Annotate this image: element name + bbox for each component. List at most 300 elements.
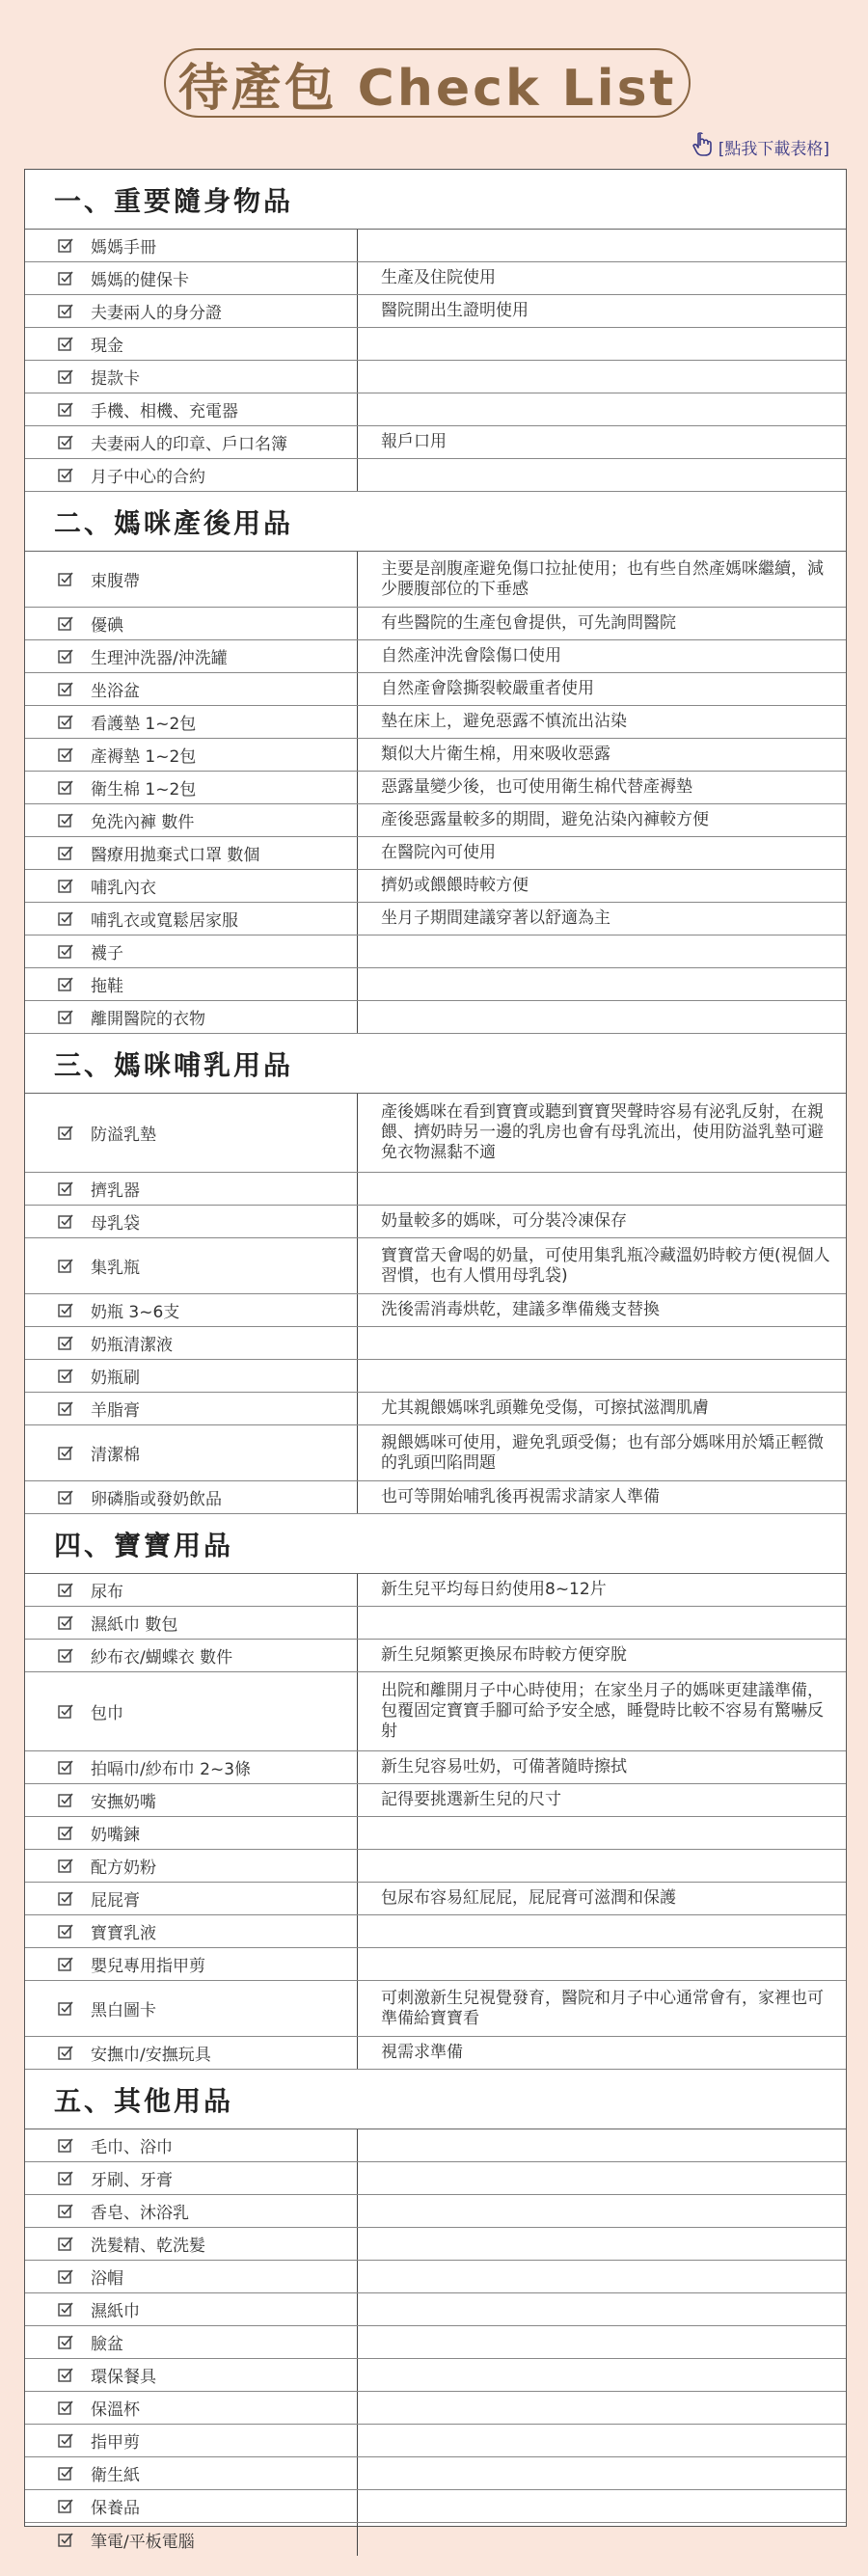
page-title [164, 48, 691, 118]
checkbox-checked-icon[interactable] [58, 1703, 74, 1720]
item-cell [25, 1672, 358, 1750]
item-cell [25, 2359, 358, 2391]
item-cell [25, 2261, 358, 2292]
note-cell [358, 935, 846, 967]
checkbox-checked-icon[interactable] [58, 1614, 74, 1631]
item-cell [25, 870, 358, 902]
item-label: 現金 [91, 337, 123, 356]
checklist-row [25, 1425, 846, 1481]
item-label: 奶瓶清潔液 [91, 1336, 173, 1355]
checkbox-checked-icon[interactable] [58, 1125, 74, 1141]
checklist-row [25, 426, 846, 459]
checkbox-checked-icon[interactable] [58, 1213, 74, 1230]
item-label: 卵磷脂或發奶飲品 [91, 1490, 222, 1509]
item-label: 環保餐具 [91, 2368, 156, 2387]
section-heading: 三、媽咪哺乳用品 [25, 1034, 846, 1094]
checkbox-checked-icon[interactable] [58, 1792, 74, 1808]
item-cell [25, 968, 358, 1000]
checkbox-checked-icon[interactable] [58, 878, 74, 894]
note-cell: 親餵媽咪可使用，避免乳頭受傷；也有部分媽咪用於矯正輕微的乳頭凹陷問題 [381, 1432, 824, 1473]
checkbox-checked-icon[interactable] [58, 467, 74, 483]
checkbox-checked-icon[interactable] [58, 2170, 74, 2186]
checklist-row [25, 1751, 846, 1784]
note-cell: 醫院開出生證明使用 [381, 301, 529, 320]
checkbox-checked-icon[interactable] [58, 2400, 74, 2416]
checklist-row [25, 2523, 846, 2556]
note-cell [358, 230, 846, 261]
item-cell [25, 2392, 358, 2424]
item-label: 保溫杯 [91, 2400, 140, 2420]
checklist-row [25, 1817, 846, 1850]
item-label: 紗布衣/蝴蝶衣 數件 [91, 1648, 233, 1668]
item-label: 衛生棉 1~2包 [91, 780, 197, 800]
checkbox-checked-icon[interactable] [58, 2432, 74, 2449]
checkbox-checked-icon[interactable] [58, 1368, 74, 1384]
checklist-row [25, 459, 846, 492]
checklist-row [25, 2037, 846, 2070]
note-cell: 洗後需消毒烘乾，建議多準備幾支替換 [381, 1300, 660, 1319]
hand-pointer-icon [692, 132, 715, 162]
checkbox-checked-icon[interactable] [58, 1647, 74, 1664]
item-cell [25, 426, 358, 458]
note-cell: 出院和離開月子中心時使用；在家坐月子的媽咪更建議準備，包覆固定寶寶手腳可給予安全感，睡覺時比較不容易有驚嚇反射 [381, 1681, 824, 1741]
checkbox-checked-icon[interactable] [58, 2045, 74, 2061]
download-label[interactable]: [點我下載表格] [718, 140, 829, 159]
checkbox-checked-icon[interactable] [58, 1009, 74, 1025]
checkbox-checked-icon[interactable] [58, 746, 74, 763]
note-cell [358, 2195, 846, 2227]
item-label: 奶嘴鍊 [91, 1826, 140, 1845]
item-cell [25, 608, 358, 639]
item-cell [25, 1607, 358, 1639]
item-cell [25, 640, 358, 672]
checkbox-checked-icon[interactable] [58, 2498, 74, 2514]
checklist-row [25, 1481, 846, 1514]
note-cell: 也可等開始哺乳後再視需求請家人準備 [381, 1487, 660, 1506]
item-cell [25, 2162, 358, 2194]
checklist-row [25, 1001, 846, 1034]
note-cell: 記得要挑選新生兒的尺寸 [381, 1790, 561, 1809]
checklist-row [25, 2261, 846, 2293]
item-label: 牙刷、牙膏 [91, 2171, 173, 2190]
note-cell: 新生兒平均每日約使用8~12片 [381, 1580, 607, 1599]
item-cell [25, 1850, 358, 1882]
note-cell [358, 1850, 846, 1882]
item-label: 臉盆 [91, 2335, 123, 2354]
item-cell [25, 935, 358, 967]
checkbox-checked-icon[interactable] [58, 681, 74, 697]
checklist-row [25, 1238, 846, 1294]
note-cell [358, 361, 846, 393]
note-cell [358, 2326, 846, 2358]
checklist-row [25, 2293, 846, 2326]
item-cell [25, 2326, 358, 2358]
item-label: 擠乳器 [91, 1181, 140, 1201]
checklist-row [25, 935, 846, 968]
item-cell [25, 837, 358, 869]
item-cell [25, 1001, 358, 1033]
item-cell [25, 2228, 358, 2260]
note-cell [358, 1173, 846, 1205]
item-cell [25, 1206, 358, 1237]
checkbox-checked-icon[interactable] [58, 434, 74, 450]
checkbox-checked-icon[interactable] [58, 2268, 74, 2285]
item-label: 坐浴盆 [91, 682, 140, 701]
item-cell [25, 1327, 358, 1359]
note-cell [358, 2293, 846, 2325]
item-label: 浴帽 [91, 2269, 123, 2289]
item-label: 奶瓶 3~6支 [91, 1303, 180, 1322]
note-cell: 新生兒頻繁更換尿布時較方便穿脫 [381, 1645, 627, 1665]
checklist-row [25, 2129, 846, 2162]
note-cell: 有些醫院的生產包會提供，可先詢問醫院 [381, 613, 676, 633]
note-cell [358, 1360, 846, 1392]
checklist-row [25, 1883, 846, 1915]
note-cell [358, 2392, 846, 2424]
note-cell: 自然產沖洗會陰傷口使用 [381, 646, 561, 665]
item-cell [25, 552, 358, 607]
item-label: 屁屁膏 [91, 1891, 140, 1911]
checklist-row [25, 706, 846, 739]
item-cell [25, 1481, 358, 1513]
item-label: 防溢乳墊 [91, 1125, 156, 1145]
checkbox-checked-icon[interactable] [58, 779, 74, 796]
checklist-row [25, 1294, 846, 1327]
checkbox-checked-icon[interactable] [58, 845, 74, 861]
checkbox-checked-icon[interactable] [58, 1258, 74, 1274]
item-cell [25, 1640, 358, 1671]
note-cell: 類似大片衛生棉，用來吸收惡露 [381, 745, 610, 764]
checklist-row [25, 903, 846, 935]
note-cell [358, 328, 846, 360]
item-label: 產褥墊 1~2包 [91, 747, 197, 767]
checkbox-checked-icon[interactable] [58, 1445, 74, 1461]
item-cell [25, 393, 358, 425]
checkbox-checked-icon[interactable] [58, 1400, 74, 1417]
item-cell [25, 295, 358, 327]
note-cell [358, 2523, 846, 2556]
section-heading: 四、寶寶用品 [25, 1514, 846, 1574]
item-label: 配方奶粉 [91, 1858, 156, 1878]
checkbox-checked-icon[interactable] [58, 1489, 74, 1505]
item-cell [25, 361, 358, 393]
item-label: 優碘 [91, 616, 123, 636]
note-cell [358, 1915, 846, 1947]
item-cell [25, 1981, 358, 2036]
checklist-row [25, 608, 846, 640]
checklist-row [25, 2490, 846, 2523]
item-label: 清潔棉 [91, 1446, 140, 1465]
checklist-row [25, 2457, 846, 2490]
note-cell: 擠奶或餵餵時較方便 [381, 876, 529, 895]
item-label: 束腹帶 [91, 572, 140, 591]
item-label: 襪子 [91, 944, 123, 963]
item-cell [25, 1173, 358, 1205]
item-cell [25, 2490, 358, 2522]
item-label: 洗髮精、乾洗髮 [91, 2237, 205, 2256]
checklist-row [25, 2228, 846, 2261]
item-cell [25, 2523, 358, 2556]
checklist-row [25, 1784, 846, 1817]
item-cell [25, 1238, 358, 1293]
note-cell [358, 1001, 846, 1033]
note-cell: 奶量較多的媽咪，可分裝冷凍保存 [381, 1211, 627, 1231]
item-cell [25, 1784, 358, 1816]
checklist-row [25, 1607, 846, 1640]
checklist-row [25, 2162, 846, 2195]
item-label: 月子中心的合約 [91, 468, 205, 487]
checklist-row [25, 2195, 846, 2228]
checklist-row [25, 739, 846, 772]
note-cell [358, 2425, 846, 2456]
item-label: 香皂、沐浴乳 [91, 2204, 189, 2223]
checklist-row [25, 1981, 846, 2037]
item-label: 提款卡 [91, 369, 140, 389]
item-cell [25, 1751, 358, 1783]
item-cell [25, 1574, 358, 1606]
item-cell [25, 2425, 358, 2456]
checklist-row [25, 230, 846, 262]
item-label: 奶瓶刷 [91, 1369, 140, 1388]
note-cell: 惡露量變少後，也可使用衛生棉代替產褥墊 [381, 777, 692, 797]
note-cell: 報戶口用 [381, 432, 447, 451]
checklist-row [25, 673, 846, 706]
item-label: 衛生紙 [91, 2466, 140, 2485]
item-label: 濕紙巾 [91, 2302, 140, 2321]
checklist-row [25, 1948, 846, 1981]
item-label: 哺乳內衣 [91, 879, 156, 898]
checklist-row [25, 1327, 846, 1360]
item-label: 哺乳衣或寬鬆居家服 [91, 911, 238, 931]
item-label: 醫療用拋棄式口罩 數個 [91, 846, 260, 865]
checkbox-checked-icon[interactable] [58, 2367, 74, 2383]
note-cell: 新生兒容易吐奶，可備著隨時擦拭 [381, 1757, 627, 1776]
item-cell [25, 706, 358, 738]
item-label: 安撫奶嘴 [91, 1793, 156, 1812]
checkbox-checked-icon[interactable] [58, 2236, 74, 2252]
item-label: 濕紙巾 數包 [91, 1615, 178, 1635]
item-label: 黑白圖卡 [91, 2001, 156, 2020]
checkbox-checked-icon[interactable] [58, 2203, 74, 2219]
checklist-row [25, 1360, 846, 1393]
note-cell [358, 1327, 846, 1359]
checkbox-checked-icon[interactable] [58, 910, 74, 927]
note-cell [358, 2162, 846, 2194]
checkbox-checked-icon[interactable] [58, 2465, 74, 2481]
checklist-row [25, 1850, 846, 1883]
section-heading: 一、重要隨身物品 [25, 170, 846, 230]
item-label: 夫妻兩人的印章、戶口名簿 [91, 435, 287, 454]
item-cell [25, 903, 358, 935]
item-cell [25, 1094, 358, 1172]
item-label: 媽媽的健保卡 [91, 271, 189, 290]
item-label: 拖鞋 [91, 977, 123, 996]
item-label: 集乳瓶 [91, 1259, 140, 1278]
item-cell [25, 459, 358, 491]
checkbox-checked-icon[interactable] [58, 812, 74, 828]
note-cell [358, 1607, 846, 1639]
checkbox-checked-icon[interactable] [58, 2137, 74, 2154]
item-cell [25, 739, 358, 771]
checklist-table [24, 169, 847, 2552]
checkbox-checked-icon[interactable] [58, 943, 74, 960]
checklist-row [25, 640, 846, 673]
note-cell: 產後惡露量較多的期間，避免沾染內褲較方便 [381, 810, 709, 829]
note-cell: 主要是剖腹產避免傷口拉扯使用；也有些自然產媽咪繼續，減少腰腹部位的下垂感 [381, 558, 824, 599]
item-label: 寶寶乳液 [91, 1924, 156, 1943]
item-cell [25, 804, 358, 836]
item-label: 免洗內褲 數件 [91, 813, 195, 832]
item-cell [25, 1393, 358, 1424]
checkbox-checked-icon[interactable] [58, 714, 74, 730]
checklist-row [25, 328, 846, 361]
checkbox-checked-icon[interactable] [58, 648, 74, 664]
item-label: 筆電/平板電腦 [91, 2532, 195, 2552]
item-cell [25, 2195, 358, 2227]
item-cell [25, 772, 358, 803]
item-label: 包巾 [91, 1704, 123, 1723]
checklist-row [25, 1574, 846, 1607]
item-label: 生理沖洗器/沖洗罐 [91, 649, 228, 668]
item-label: 母乳袋 [91, 1214, 140, 1234]
checklist-row [25, 361, 846, 393]
note-cell [358, 2261, 846, 2292]
item-cell [25, 1817, 358, 1849]
note-cell: 視需求準備 [381, 2043, 463, 2062]
note-cell: 產後媽咪在看到寶寶或聽到寶寶哭聲時容易有泌乳反射，在親餵、擠奶時另一邊的乳房也會有母乳流出，使用防溢乳墊可避免衣物濕黏不適 [381, 1102, 824, 1162]
checklist-row [25, 393, 846, 426]
note-cell [358, 2228, 846, 2260]
note-cell: 包尿布容易紅屁屁，屁屁膏可滋潤和保護 [381, 1888, 676, 1908]
checklist-row [25, 1915, 846, 1948]
note-cell [358, 2129, 846, 2161]
section-heading: 五、其他用品 [25, 2070, 846, 2129]
checkbox-checked-icon[interactable] [58, 2301, 74, 2318]
item-cell [25, 1294, 358, 1326]
note-cell: 可刺激新生兒視覺發育，醫院和月子中心通常會有，家裡也可準備給寶寶看 [381, 1988, 824, 2028]
checkbox-checked-icon[interactable] [58, 401, 74, 418]
checkbox-checked-icon[interactable] [58, 1759, 74, 1776]
item-label: 保養品 [91, 2499, 140, 2518]
item-cell [25, 2129, 358, 2161]
note-cell: 生產及住院使用 [381, 268, 496, 287]
checklist-row [25, 2425, 846, 2457]
checklist-row [25, 1393, 846, 1425]
checkbox-checked-icon[interactable] [58, 1956, 74, 1972]
checkbox-checked-icon[interactable] [58, 1302, 74, 1318]
item-cell [25, 1915, 358, 1947]
item-label: 尿布 [91, 1583, 123, 1602]
checklist-row [25, 772, 846, 804]
checkbox-checked-icon[interactable] [58, 237, 74, 254]
item-label: 毛巾、浴巾 [91, 2138, 173, 2157]
section-heading: 二、媽咪產後用品 [25, 492, 846, 552]
checklist-row [25, 552, 846, 608]
item-label: 拍嗝巾/紗布巾 2~3條 [91, 1760, 252, 1779]
checkbox-checked-icon[interactable] [58, 303, 74, 319]
checklist-row [25, 262, 846, 295]
item-cell [25, 328, 358, 360]
item-label: 手機、相機、充電器 [91, 402, 238, 421]
checklist-row [25, 1173, 846, 1206]
item-label: 媽媽手冊 [91, 238, 156, 258]
checkbox-checked-icon[interactable] [58, 1180, 74, 1197]
checkbox-checked-icon[interactable] [58, 1335, 74, 1351]
checklist-row [25, 1640, 846, 1672]
checklist-row [25, 1094, 846, 1173]
item-cell [25, 1360, 358, 1392]
item-cell [25, 1425, 358, 1480]
checkbox-checked-icon[interactable] [58, 2334, 74, 2350]
checkbox-checked-icon[interactable] [58, 2532, 74, 2548]
note-cell [358, 1817, 846, 1849]
checkbox-checked-icon[interactable] [58, 270, 74, 286]
checklist-row [25, 2326, 846, 2359]
item-cell [25, 1948, 358, 1980]
note-cell: 墊在床上，避免惡露不慎流出沾染 [381, 712, 627, 731]
checklist-row [25, 2359, 846, 2392]
item-label: 看護墊 1~2包 [91, 715, 197, 734]
note-cell: 在醫院內可使用 [381, 843, 496, 862]
checklist-row [25, 968, 846, 1001]
note-cell: 坐月子期間建議穿著以舒適為主 [381, 908, 610, 928]
item-label: 指甲剪 [91, 2433, 140, 2453]
checklist-row [25, 870, 846, 903]
item-cell [25, 230, 358, 261]
checklist-row [25, 837, 846, 870]
checkbox-checked-icon[interactable] [58, 1857, 74, 1874]
note-cell: 自然產會陰撕裂較嚴重者使用 [381, 679, 594, 698]
checkbox-checked-icon[interactable] [58, 571, 74, 587]
checkbox-checked-icon[interactable] [58, 1923, 74, 1939]
checkbox-checked-icon[interactable] [58, 368, 74, 385]
item-label: 夫妻兩人的身分證 [91, 304, 222, 323]
item-cell [25, 1883, 358, 1914]
checklist-row [25, 295, 846, 328]
item-cell [25, 262, 358, 294]
checkbox-checked-icon[interactable] [58, 2000, 74, 2017]
page-title-text: 待產包 Check List [177, 59, 677, 118]
item-cell [25, 673, 358, 705]
note-cell [358, 1948, 846, 1980]
item-cell [25, 2457, 358, 2489]
checklist-row [25, 2392, 846, 2425]
item-label: 嬰兒專用指甲剪 [91, 1957, 205, 1976]
item-label: 離開醫院的衣物 [91, 1010, 205, 1029]
checkbox-checked-icon[interactable] [58, 1890, 74, 1907]
checklist-row [25, 1672, 846, 1751]
checklist-row [25, 804, 846, 837]
note-cell [358, 459, 846, 491]
item-cell [25, 2037, 358, 2069]
checklist-row [25, 1206, 846, 1238]
checkbox-checked-icon[interactable] [58, 1825, 74, 1841]
download-link[interactable] [692, 132, 829, 162]
checkbox-checked-icon[interactable] [58, 976, 74, 992]
item-label: 安撫巾/安撫玩具 [91, 2046, 211, 2065]
checkbox-checked-icon[interactable] [58, 1582, 74, 1598]
note-cell: 尤其親餵媽咪乳頭難免受傷，可擦拭滋潤肌膚 [381, 1398, 709, 1418]
note-cell [358, 2359, 846, 2391]
note-cell: 寶寶當天會喝的奶量，可使用集乳瓶冷藏溫奶時較方便(視個人習慣，也有人慣用母乳袋) [381, 1245, 830, 1286]
checkbox-checked-icon[interactable] [58, 615, 74, 632]
item-label: 羊脂膏 [91, 1401, 140, 1421]
note-cell [358, 968, 846, 1000]
note-cell [358, 2457, 846, 2489]
note-cell [358, 2490, 846, 2522]
item-cell [25, 2293, 358, 2325]
checkbox-checked-icon[interactable] [58, 336, 74, 352]
